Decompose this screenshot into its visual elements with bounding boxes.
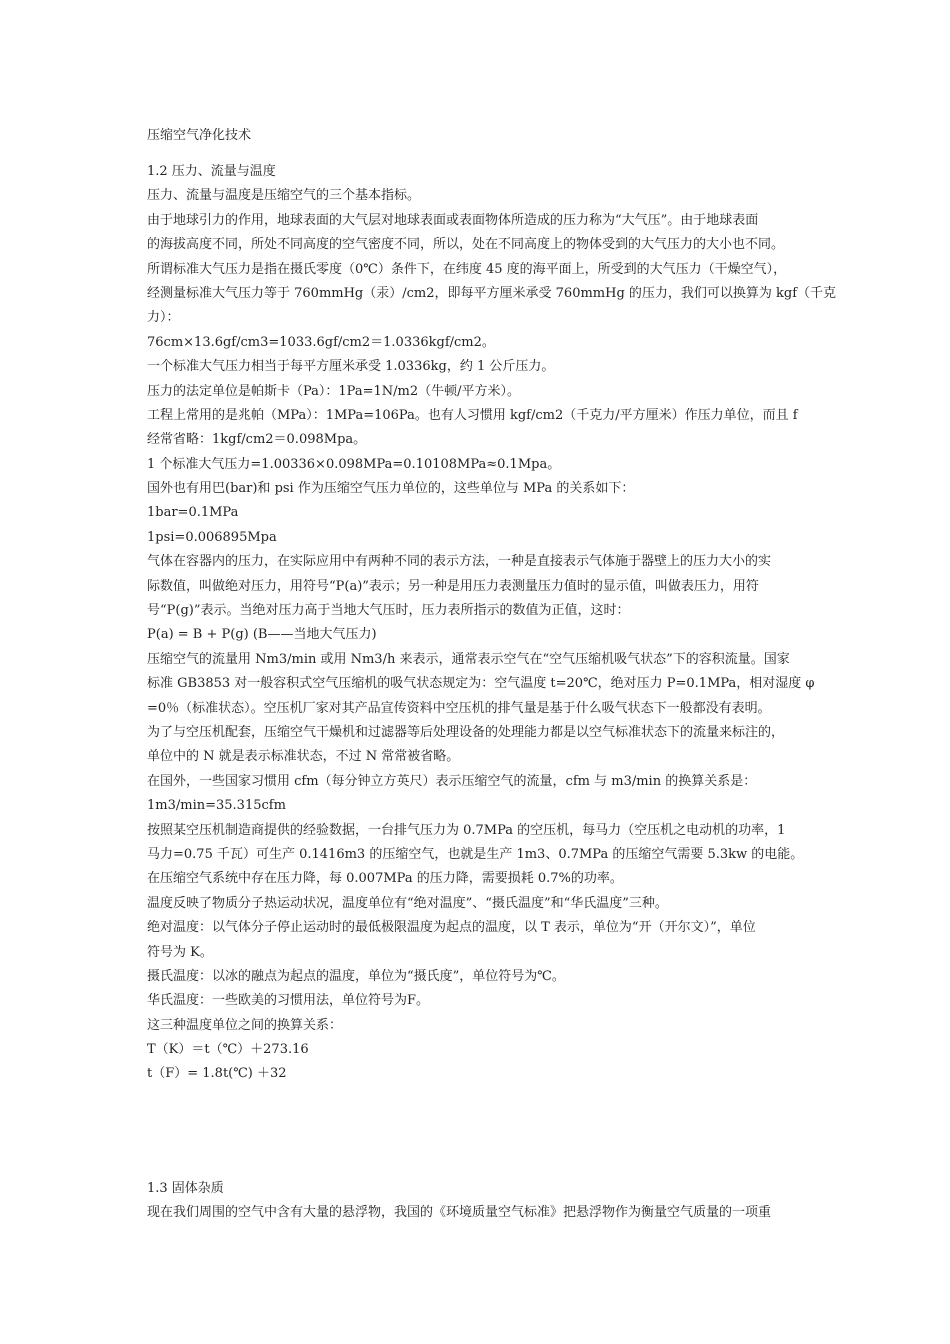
paragraph-line: 现在我们周围的空气中含有大量的悬浮物，我国的《环境质量空气标准》把悬浮物作为衡量空气质量的一项重 [147,1205,772,1221]
paragraph-line: 绝对温度：以气体分子停止运动时的最低极限温度为起点的温度，以 T 表示，单位为“开（开尔文）”，单位 [147,920,756,936]
section-heading: 1.2 压力、流量与温度 [147,164,276,179]
document-title: 压缩空气净化技术 [147,128,252,143]
formula-line: 1m3/min=35.315cfm [147,798,286,814]
paragraph-line: 际数值，叫做绝对压力，用符号“P(a)”表示；另一种是用压力表测量压力值时的显示值，叫做表压力，用符 [147,578,759,594]
paragraph-line: 的海拔高度不同，所处不同高度的空气密度不同，所以，处在不同高度上的物体受到的大气压力的大小也不同。 [147,237,785,253]
formula-line: 1bar=0.1MPa [147,505,239,521]
paragraph-line: 由于地球引力的作用，地球表面的大气层对地球表面或表面物体所造成的压力称为“大气压”。由于地球表面 [147,212,759,228]
paragraph-line: 经测量标准大气压力等于 760mmHg（汞）/cm2，即每平方厘米承受 760mmHg 的压力，我们可以换算为 kgf（千克 [147,285,837,301]
paragraph-line: 单位中的 N 就是表示标准状态，不过 N 常常被省略。 [147,749,460,765]
paragraph-line: 工程上常用的是兆帕（MPa）：1MPa=106Pa。也有人习惯用 kgf/cm2（千克力/平方厘米）作压力单位，而且 f [147,407,798,423]
paragraph-line: 标准 GB3853 对一般容积式空气压缩机的吸气状态规定为：空气温度 t=20℃，绝对压力 P=0.1MPa，相对湿度 φ [147,676,815,692]
paragraph-line: =0％（标准状态）。空压机厂家对其产品宣传资料中空压机的排气量是基于什么吸气状态下一般都没有表明。 [147,700,771,716]
paragraph-line: 在国外，一些国家习惯用 cfm（每分钟立方英尺）表示压缩空气的流量，cfm 与 m3/min 的换算关系是： [147,773,757,789]
formula-line: T（K）＝t（℃）＋273.16 [147,1042,309,1058]
formula-line: 76cm×13.6gf/cm3=1033.6gf/cm2＝1.0336kgf/cm2。 [147,334,495,350]
paragraph-line: 国外也有用巴(bar)和 psi 作为压缩空气压力单位的，这些单位与 MPa 的关系如下： [147,481,635,497]
paragraph-line: 华氏温度：一些欧美的习惯用法，单位符号为F。 [147,993,430,1009]
paragraph-line: 温度反映了物质分子热运动状况，温度单位有“绝对温度”、“摄氏温度”和“华氏温度”三种。 [147,895,668,911]
section-heading: 1.3 固体杂质 [147,1181,224,1196]
formula-line: 1psi=0.006895Mpa [147,529,277,545]
section-1-3 [147,1177,847,1226]
formula-line: t（F）= 1.8t(℃) ＋32 [147,1066,287,1082]
paragraph-line: 为了与空压机配套，压缩空气干燥机和过滤器等后处理设备的处理能力都是以空气标准状态下的流量来标注的， [147,724,785,740]
paragraph-line: 一个标准大气压力相当于每平方厘米承受 1.0336kg，约 1 公斤压力。 [147,359,555,375]
paragraph-line: 按照某空压机制造商提供的经验数据，一台排气压力为 0.7MPa 的空压机，每马力（空压机之电动机的功率，1 [147,822,786,838]
paragraph-line: 压力、流量与温度是压缩空气的三个基本指标。 [147,188,421,204]
paragraph-line: 力）： [147,310,180,326]
paragraph-line: 压力的法定单位是帕斯卡（Pa）：1Pa=1N/m2（牛顿/平方米）。 [147,383,520,399]
paragraph-line: 符号为 K。 [147,944,213,960]
paragraph-line: 气体在容器内的压力，在实际应用中有两种不同的表示方法，一种是直接表示气体施于器壁上的压力大小的实 [147,554,772,570]
formula-line: 1 个标准大气压力=1.00336×0.098MPa=0.10108MPa≈0.1Mpa。 [147,456,561,472]
paragraph-line: 摄氏温度：以冰的融点为起点的温度，单位为“摄氏度”，单位符号为℃。 [147,968,565,984]
paragraph-line: 经常省略：1kgf/cm2＝0.098Mpa。 [147,432,367,448]
formula-line: P(a) = B + P(g) (B——当地大气压力) [147,627,377,643]
section-1-2 [147,160,847,1087]
paragraph-line: 马力=0.75 千瓦）可生产 0.1416m3 的压缩空气，也就是生产 1m3、0.7MPa 的压缩空气需要 5.3kw 的电能。 [147,846,804,862]
paragraph-line: 在压缩空气系统中存在压力降，每 0.007MPa 的压力降，需要损耗 0.7%的功率。 [147,871,623,887]
paragraph-line: 号“P(g)”表示。当绝对压力高于当地大气压时，压力表所指示的数值为正值，这时： [147,603,630,619]
paragraph-line: 压缩空气的流量用 Nm3/min 或用 Nm3/h 来表示，通常表示空气在“空气压缩机吸气状态”下的容积流量。国家 [147,651,790,667]
paragraph-line: 这三种温度单位之间的换算关系： [147,1017,343,1033]
paragraph-line: 所谓标准大气压力是指在摄氏零度（0℃）条件下，在纬度 45 度的海平面上，所受到的大气压力（干燥空气）， [147,261,787,277]
